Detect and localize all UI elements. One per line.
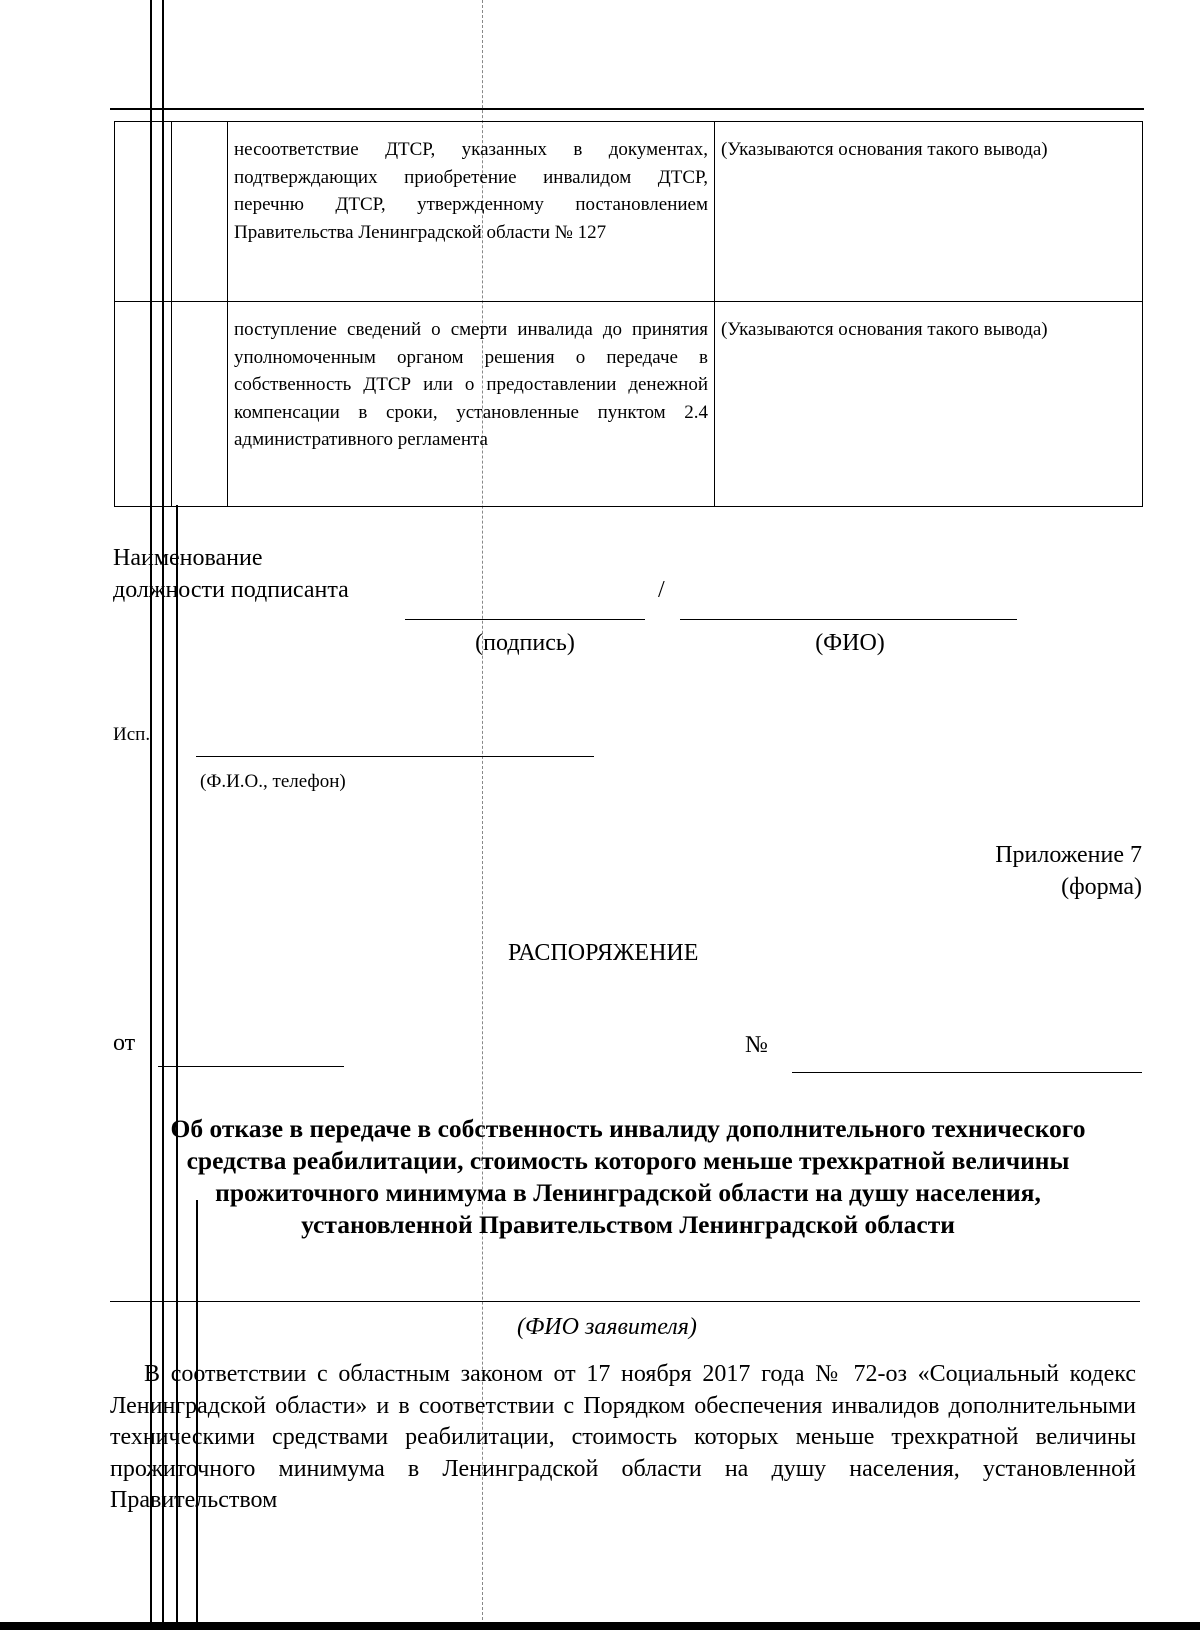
signer-title-line2: должности подписанта: [113, 577, 349, 603]
signature-line: [405, 619, 645, 620]
table-row: [115, 302, 1143, 507]
order-heading: РАСПОРЯЖЕНИЕ: [508, 940, 699, 966]
applicant-caption: (ФИО заявителя): [517, 1314, 697, 1340]
applicant-line: [110, 1301, 1140, 1302]
name-caption: (ФИО): [815, 630, 885, 656]
table-cell-condition: несоответствие ДТСР, указанных в документах, подтверждающих приобретение инвалидом ДТСР, перечню ДТСР, утвержденному постановлением Правительства Ленинградской области № 127: [228, 122, 715, 302]
appendix-form-label: (форма): [1061, 874, 1142, 900]
order-number-label: №: [745, 1032, 768, 1058]
table-cell-basis: (Указываются основания такого вывода): [715, 122, 1143, 302]
table-cell-empty: [115, 122, 172, 302]
table-cell-basis: (Указываются основания такого вывода): [715, 302, 1143, 507]
order-number-line: [792, 1072, 1142, 1073]
order-date-line: [158, 1066, 344, 1067]
title-line: прожиточного минимума в Ленинградской области на душу населения,: [215, 1178, 1041, 1207]
name-line: [680, 619, 1017, 620]
order-date-label: от: [113, 1030, 136, 1056]
title-line: установленной Правительством Ленинградской области: [301, 1210, 955, 1239]
table-cell-empty: [115, 302, 172, 507]
appendix-label: Приложение 7: [995, 842, 1142, 868]
table-cell-empty: [172, 302, 228, 507]
table-row: [115, 122, 1143, 302]
title-line: Об отказе в передаче в собственность инвалиду дополнительного технического: [170, 1114, 1086, 1143]
conditions-table: [114, 121, 1143, 507]
scan-artifact-bottom-band: [0, 1622, 1200, 1630]
table-cell-condition: поступление сведений о смерти инвалида до принятия уполномоченным органом решения о передаче в собственность ДТСР или о предоставлении денежной компенсации в сроки, установленные пунктом 2.4 административного регламента: [228, 302, 715, 507]
document-title: [114, 1113, 1142, 1241]
signature-caption: (подпись): [475, 630, 575, 656]
signature-slash: /: [658, 577, 665, 603]
title-line: средства реабилитации, стоимость которого меньше трехкратной величины: [186, 1146, 1070, 1175]
table-cell-empty: [172, 122, 228, 302]
executor-label: Исп.: [113, 724, 151, 745]
executor-caption: (Ф.И.О., телефон): [200, 771, 346, 792]
signer-title-line1: Наименование: [113, 545, 263, 571]
executor-line: [196, 756, 594, 757]
body-paragraph: В соответствии с областным законом от 17 ноября 2017 года № 72-оз «Социальный кодекс Ленинградской области» и в соответствии с Порядком обеспечения инвалидов дополнительными техническими средствами реабилитации, стоимость которых меньше трехкратной величины прожиточного минимума в Ленинградской области на душу населения, установленной Правительством: [110, 1361, 1136, 1513]
scan-artifact-top-rule: [110, 108, 1144, 110]
